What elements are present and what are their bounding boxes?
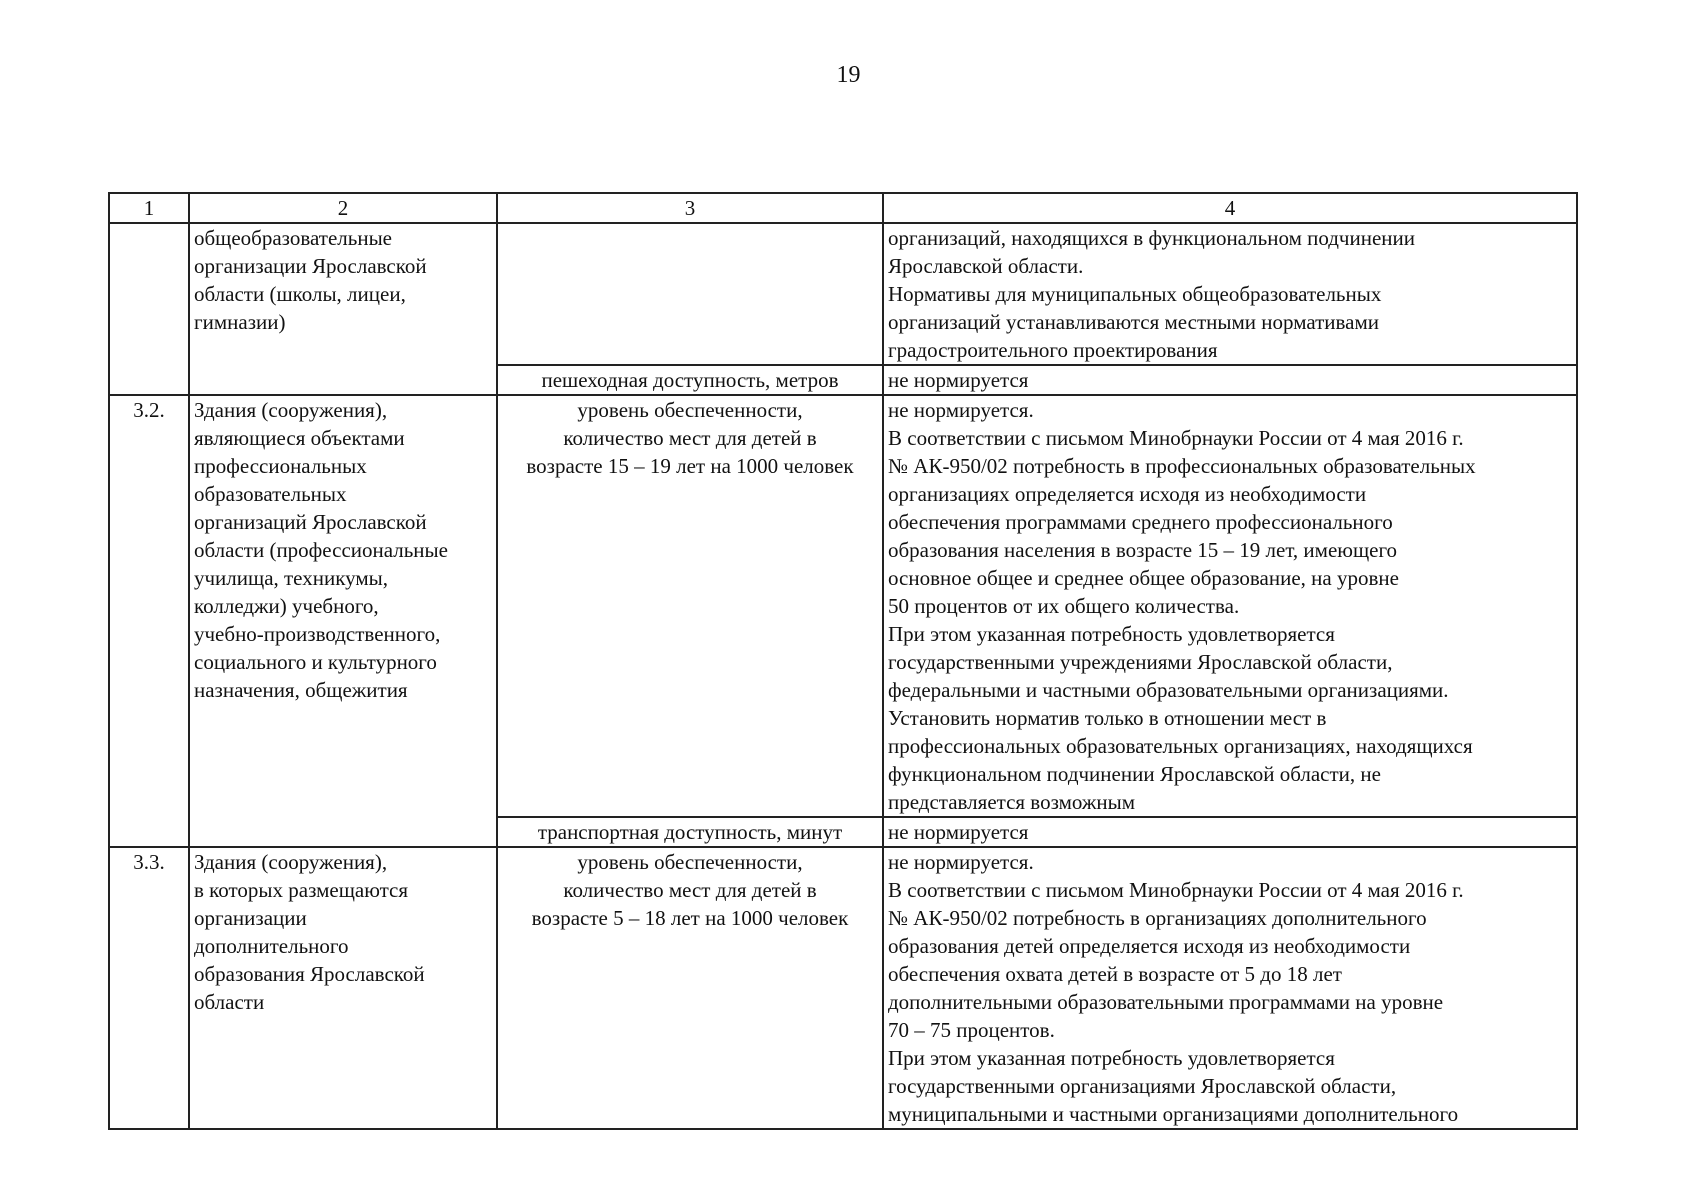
header-cell-1: 1 [109, 193, 189, 223]
normatives-table [108, 192, 1578, 1130]
row-number: 3.3. [109, 847, 189, 1129]
indicator-cell: пешеходная доступность, метров [497, 365, 883, 395]
row-number: 3.2. [109, 395, 189, 847]
facility-description: общеобразовательные организации Ярославской области (школы, лицеи, гимназии) [189, 223, 497, 395]
indicator-cell: уровень обеспеченности, количество мест для детей в возрасте 15 – 19 лет на 1000 человек [497, 395, 883, 817]
header-cell-4: 4 [883, 193, 1577, 223]
norm-text-cell: не нормируется. В соответствии с письмом Минобрнауки России от 4 мая 2016 г. № АК-950/02 потребность в профессиональных образовательных организациях определяется исходя из необходимости обеспечения программами среднего профессионального образования населения в возрасте 15 – 19 лет, имеющего основное общее и среднее общее образование, на уровне 50 процентов от их общего количества. При этом указанная потребность удовлетворяется государственными учреждениями Ярославской области, федеральными и частными образовательными организациями. Установить норматив только в отношении мест в профессиональных образовательных организациях, находящихся функциональном подчинении Ярославской области, не представляется возможным [883, 395, 1577, 817]
facility-description: Здания (сооружения), являющиеся объектами профессиональных образовательных организаций Ярославской области (профессиональные училища, техникумы, колледжи) учебного, учебно-производственного, социального и культурного назначения, общежития [189, 395, 497, 847]
indicator-cell [497, 223, 883, 365]
table-row [109, 395, 1577, 817]
table-row [109, 847, 1577, 1129]
norm-text-cell: не нормируется [883, 817, 1577, 847]
norm-text-cell: организаций, находящихся в функциональном подчинении Ярославской области. Нормативы для муниципальных общеобразовательных организаций устанавливаются местными нормативами градостроительного проектирования [883, 223, 1577, 365]
norm-text-cell: не нормируется. В соответствии с письмом Минобрнауки России от 4 мая 2016 г. № АК-950/02 потребность в организациях дополнительного образования детей определяется исходя из необходимости обеспечения охвата детей в возрасте от 5 до 18 лет дополнительными образовательными программами на уровне 70 – 75 процентов. При этом указанная потребность удовлетворяется государственными организациями Ярославской области, муниципальными и частными организациями дополнительного [883, 847, 1577, 1129]
norm-text-cell: не нормируется [883, 365, 1577, 395]
row-number [109, 223, 189, 395]
page-number: 19 [836, 62, 861, 88]
header-cell-3: 3 [497, 193, 883, 223]
table-row [109, 223, 1577, 365]
header-cell-2: 2 [189, 193, 497, 223]
facility-description: Здания (сооружения), в которых размещаются организации дополнительного образования Ярославской области [189, 847, 497, 1129]
indicator-cell: уровень обеспеченности, количество мест для детей в возрасте 5 – 18 лет на 1000 человек [497, 847, 883, 1129]
indicator-cell: транспортная доступность, минут [497, 817, 883, 847]
table-header-row [109, 193, 1577, 223]
